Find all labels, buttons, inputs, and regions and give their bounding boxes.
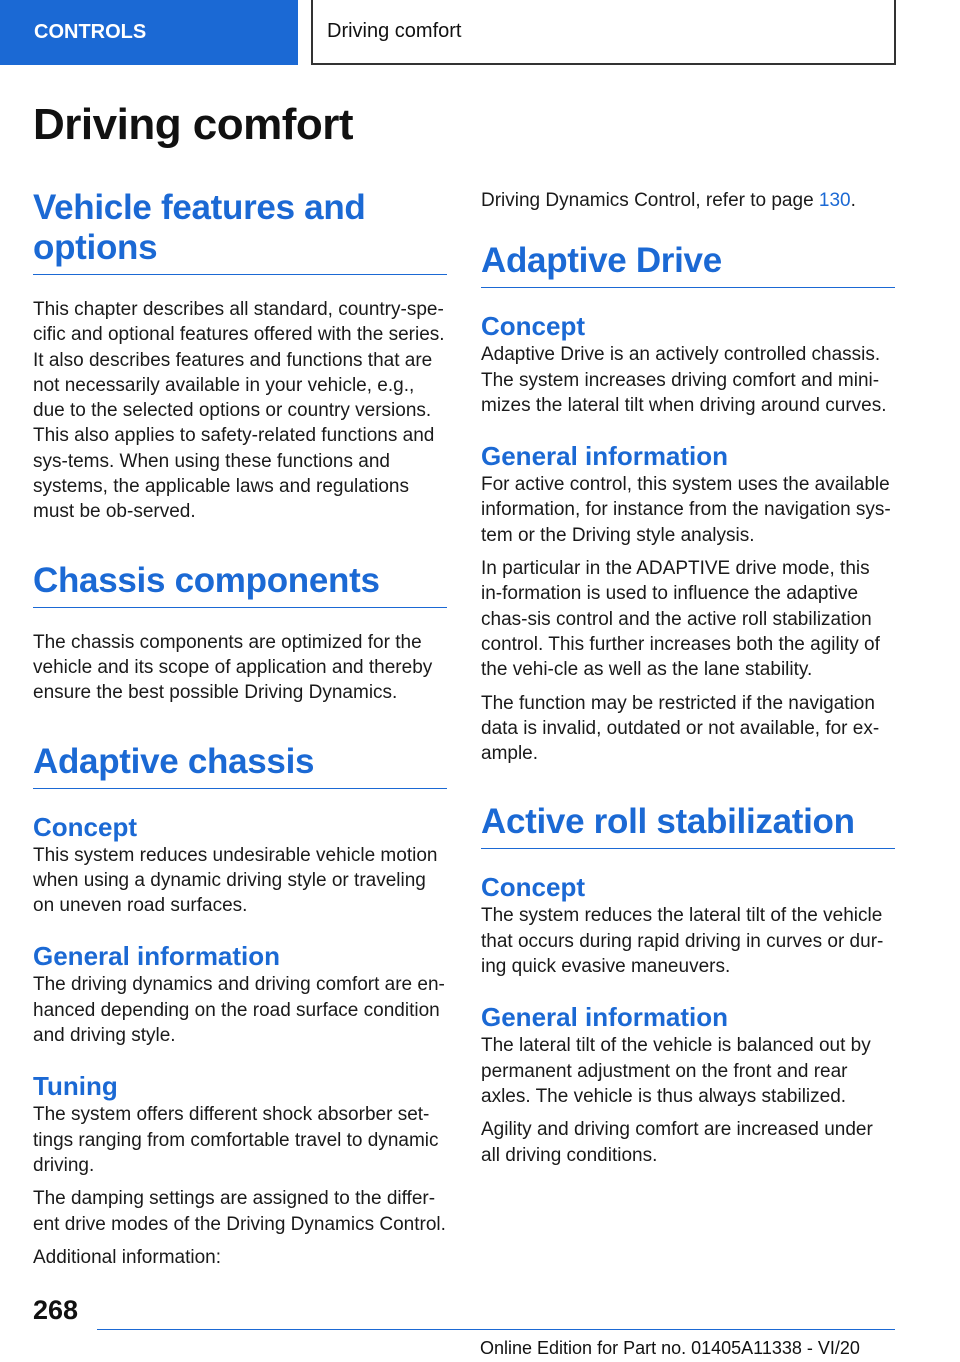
adaptive-drive-general-text-1: For active control, this system uses the available information, for instance from the navigation sys-tem or the Driving style analysis. (481, 474, 891, 546)
subheading-tuning: Tuning (33, 1071, 118, 1102)
left-column (33, 188, 447, 1270)
page-reference (481, 188, 895, 213)
tuning-text-3: Additional information: (33, 1246, 221, 1268)
adaptive-chassis-concept-text: This system reduces undesirable vehicle motion when using a dynamic driving style or traveling on uneven road surfaces. (33, 844, 438, 917)
heading-adaptive-chassis: Adaptive chassis (33, 742, 447, 789)
adaptive-drive-general-text-3: The function may be restricted if the navigation data is invalid, outdated or not available, for ex-ample. (481, 692, 880, 765)
header-section-tab: CONTROLS (0, 0, 298, 65)
page-reference-end: . (850, 190, 856, 211)
subheading-general-information: General information (481, 1002, 729, 1033)
tuning-text-2: The damping settings are assigned to the differ-ent drive modes of the Driving Dynamics Control. (33, 1188, 446, 1235)
subheading-general-information: General information (481, 441, 729, 472)
tuning-text-1: The system offers different shock absorber set-tings ranging from comfortable travel to dynamic driving. (33, 1104, 439, 1176)
page-reference-link[interactable]: 130 (818, 190, 851, 211)
roll-stabilization-concept-text: The system reduces the lateral tilt of the vehicle that occurs during rapid driving in curves or dur-ing quick evasive maneuvers. (481, 905, 884, 978)
right-column (481, 188, 895, 1168)
page-number: 268 (33, 1295, 79, 1325)
page-title: Driving comfort (33, 100, 354, 149)
adaptive-drive-concept-text: Adaptive Drive is an actively controlled chassis. The system increases driving comfort and mini-mizes the lateral tilt when driving around curves. (481, 344, 887, 416)
vehicle-features-text: This chapter describes all standard, country-spe-cific and optional features offered with the series. It also describes features and functions that are not necessarily available in your vehicle, e.g., due to the selected options or country versions. This also applies to safety-related functions and sys-tems. When using these functions and systems, the applicable laws and regulations must be ob-served. (33, 299, 445, 523)
page-reference-text: Driving Dynamics Control, refer to page (481, 190, 819, 211)
heading-active-roll-stabilization: Active roll stabilization (481, 802, 895, 849)
heading-adaptive-drive: Adaptive Drive (481, 241, 895, 288)
subheading-general-information: General information (33, 941, 281, 972)
subheading-concept: Concept (481, 872, 585, 903)
heading-chassis-components: Chassis components (33, 561, 447, 608)
roll-stabilization-general-text-1: The lateral tilt of the vehicle is balanced out by permanent adjustment on the front and rear axles. The vehicle is thus always stabilized. (481, 1035, 871, 1107)
adaptive-chassis-general-text: The driving dynamics and driving comfort are en-hanced depending on the road surface condition and driving style. (33, 974, 445, 1047)
roll-stabilization-general-text-2: Agility and driving comfort are increased under all driving conditions. (481, 1119, 873, 1166)
adaptive-drive-general-text-2: In particular in the ADAPTIVE drive mode, this in-formation is used to influence the adaptive chas-sis control and the active roll stabilization control. This further increases both the agility of the vehi-cle as well as the lane stability. (481, 558, 880, 681)
subheading-concept: Concept (33, 811, 137, 842)
subheading-concept: Concept (481, 311, 585, 342)
footer-edition-note: Online Edition for Part no. 01405A11338 - VI/20 (480, 1338, 860, 1358)
footer-divider (97, 1329, 895, 1330)
header-chapter-title: Driving comfort (311, 0, 896, 65)
chassis-components-text: The chassis components are optimized for the vehicle and its scope of application and thereby ensure the best possible Driving Dynamics. (33, 631, 433, 704)
heading-vehicle-features: Vehicle features and options (33, 188, 447, 275)
